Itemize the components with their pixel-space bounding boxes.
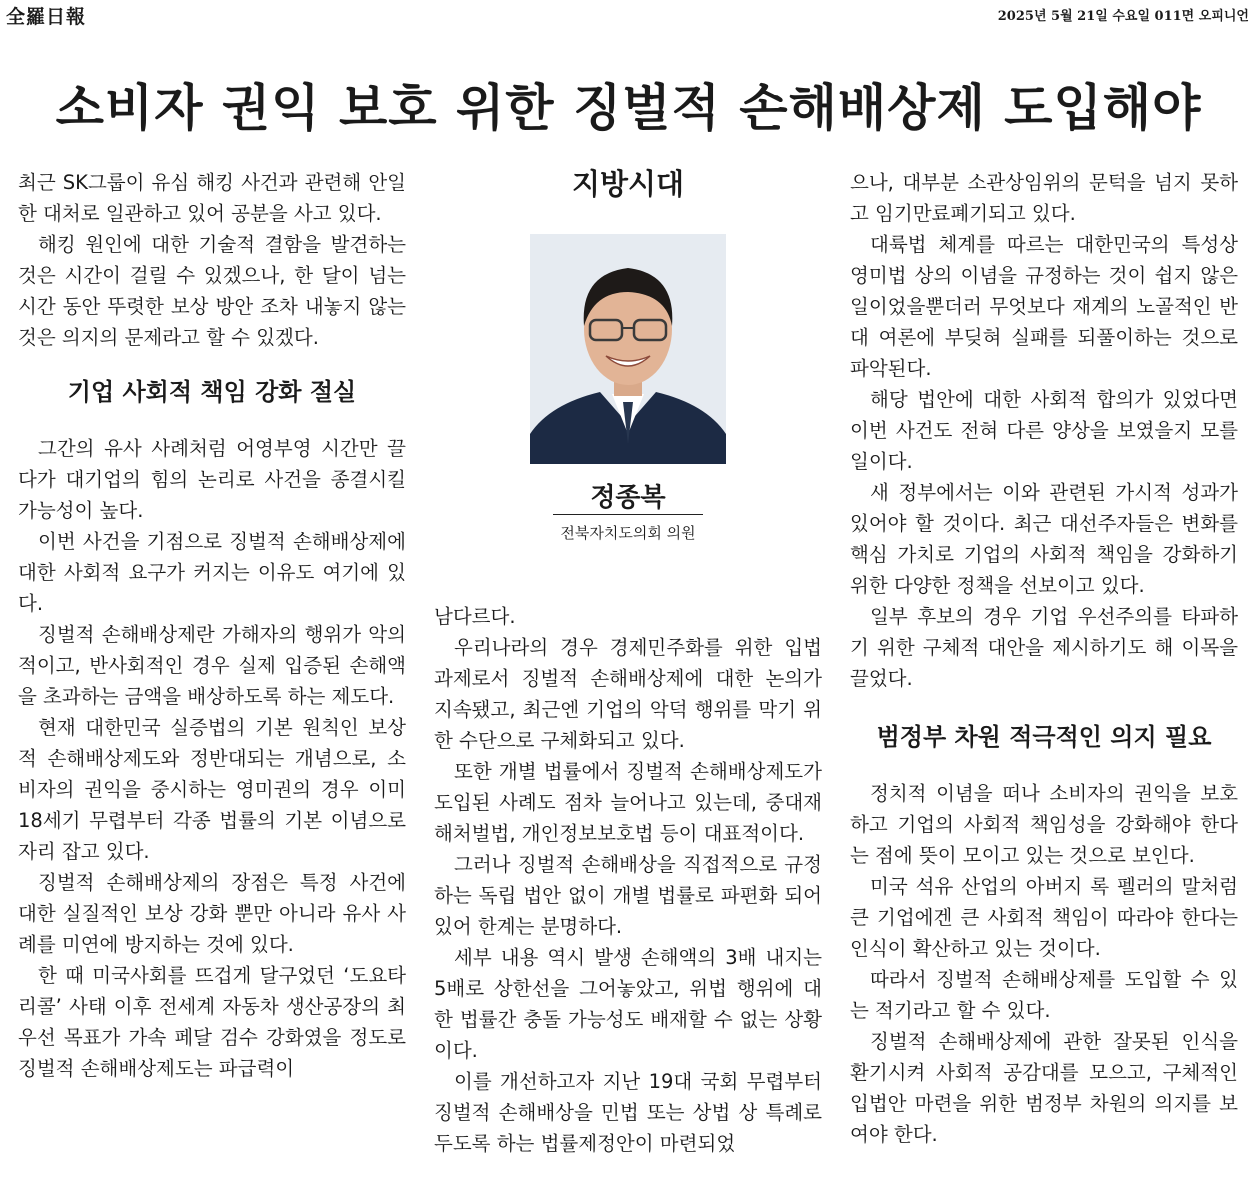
paragraph: 해당 법안에 대한 사회적 합의가 있었다면 이번 사건도 전혀 다른 양상을 보였을지 모를 일이다. (850, 388, 1238, 473)
paragraph: 해킹 원인에 대한 기술적 결함을 발견하는 것은 시간이 걸릴 수 있겠으나, 한 달이 넘는 시간 동안 뚜렷한 보상 방안 조차 내놓지 않는 것은 의지의 문제라고 할 수 있겠다. (18, 233, 406, 349)
paragraph: 이를 개선하고자 지난 19대 국회 무렵부터 징벌적 손해배상을 민법 또는 상법 상 특례로 두도록 하는 법률제정안이 마련되었 (434, 1070, 822, 1155)
paragraph: 그러나 징벌적 손해배상을 직접적으로 규정하는 독립 법안 없이 개별 법률로 파편화 되어있어 한계는 분명하다. (434, 853, 822, 938)
paragraph: 징벌적 손해배상제에 관한 잘못된 인식을 환기시켜 사회적 공감대를 모으고, 구체적인 입법안 마련을 위한 범정부 차원의 의지를 보여야 한다. (850, 1030, 1238, 1146)
paragraph: 일부 후보의 경우 기업 우선주의를 타파하기 위한 구체적 대안을 제시하기도 해 이목을 끌었다. (850, 605, 1238, 690)
author-name: 정종복 (590, 483, 666, 513)
masthead-logo: 全羅日報 (6, 6, 87, 28)
paragraph: 대륙법 체계를 따르는 대한민국의 특성상 영미법 상의 이념을 규정하는 것이 쉽지 않은 일이었을뿐더러 무엇보다 재계의 노골적인 반대 여론에 부딪혀 실패를 되풀이하는 것으로 파악된다. (850, 233, 1238, 380)
subheading: 기업 사회적 책임 강화 절실 (67, 378, 357, 406)
paragraph: 정치적 이념을 떠나 소비자의 권익을 보호하고 기업의 사회적 책임성을 강화해야 한다는 점에 뜻이 모이고 있는 것으로 보인다. (850, 782, 1238, 867)
paragraph: 미국 석유 산업의 아버지 록 펠러의 말처럼 큰 기업에겐 큰 사회적 책임이 따라야 한다는 인식이 확산하고 있는 것이다. (850, 875, 1238, 960)
paragraph: 그간의 유사 사례처럼 어영부영 시간만 끌다가 대기업의 힘의 논리로 사건을 종결시킬 가능성이 높다. (18, 437, 406, 522)
edition-info: 2025년 5월 21일 수요일 011면 오피니언 (997, 9, 1249, 24)
headline: 소비자 권익 보호 위한 징벌적 손해배상제 도입해야 (55, 78, 1202, 137)
paragraph: 따라서 징벌적 손해배상제를 도입할 수 있는 적기라고 할 수 있다. (850, 968, 1238, 1022)
author-photo (530, 234, 726, 464)
series-title: 지방시대 (571, 167, 685, 201)
article-column-right (850, 167, 1238, 1150)
author-divider (553, 514, 703, 515)
paragraph: 새 정부에서는 이와 관련된 가시적 성과가 있어야 할 것이다. 최근 대선주자들은 변화를 핵심 가치로 기업의 사회적 책임을 강화하기 위한 다양한 정책을 선보이고 있다. (850, 481, 1238, 597)
paragraph: 세부 내용 역시 발생 손해액의 3배 내지는 5배로 상한선을 그어놓았고, 위법 행위에 대한 법률간 충돌 가능성도 배재할 수 없는 상황이다. (434, 946, 822, 1062)
paragraph: 으나, 대부분 소관상임위의 문턱을 넘지 못하고 임기만료폐기되고 있다. (850, 171, 1238, 225)
paragraph: 징벌적 손해배상제란 가해자의 행위가 악의적이고, 반사회적인 경우 실제 입증된 손해액을 초과하는 금액을 배상하도록 하는 제도다. (18, 623, 406, 708)
paragraph: 이번 사건을 기점으로 징벌적 손해배상제에 대한 사회적 요구가 커지는 이유도 여기에 있다. (18, 530, 406, 615)
author-portrait-icon (530, 234, 726, 464)
article-column-left (18, 167, 406, 1084)
paragraph: 남다르다. (434, 605, 516, 628)
paragraph: 우리나라의 경우 경제민주화를 위한 입법 과제로서 징벌적 손해배상제에 대한 논의가 지속됐고, 최근엔 기업의 악덕 행위를 막기 위한 수단으로 구체화되고 있다. (434, 636, 822, 752)
author-title: 전북자치도의회 의원 (560, 524, 696, 542)
paragraph: 현재 대한민국 실증법의 기본 원칙인 보상적 손해배상제도와 정반대되는 개념으로, 소비자의 권익을 중시하는 영미권의 경우 이미 18세기 무렵부터 각종 법률의 기본 이념으로 자리 잡고 있다. (18, 716, 406, 863)
article-column-middle (434, 601, 822, 1159)
paragraph: 징벌적 손해배상제의 장점은 특정 사건에 대한 실질적인 보상 강화 뿐만 아니라 유사 사례를 미연에 방지하는 것에 있다. (18, 871, 406, 956)
subheading: 범정부 차원 적극적인 의지 필요 (876, 723, 1212, 751)
paragraph: 한 때 미국사회를 뜨겁게 달구었던 ‘도요타 리콜’ 사태 이후 전세계 자동차 생산공장의 최우선 목표가 가속 페달 검수 강화였을 정도로 징벌적 손해배상제도는 파급력이 (18, 964, 406, 1080)
paragraph: 최근 SK그룹이 유심 해킹 사건과 관련해 안일한 대처로 일관하고 있어 공분을 사고 있다. (18, 171, 406, 225)
top-bar (0, 0, 1257, 28)
paragraph: 또한 개별 법률에서 징벌적 손해배상제도가 도입된 사례도 점차 늘어나고 있는데, 중대재해처벌법, 개인정보보호법 등이 대표적이다. (434, 760, 822, 845)
